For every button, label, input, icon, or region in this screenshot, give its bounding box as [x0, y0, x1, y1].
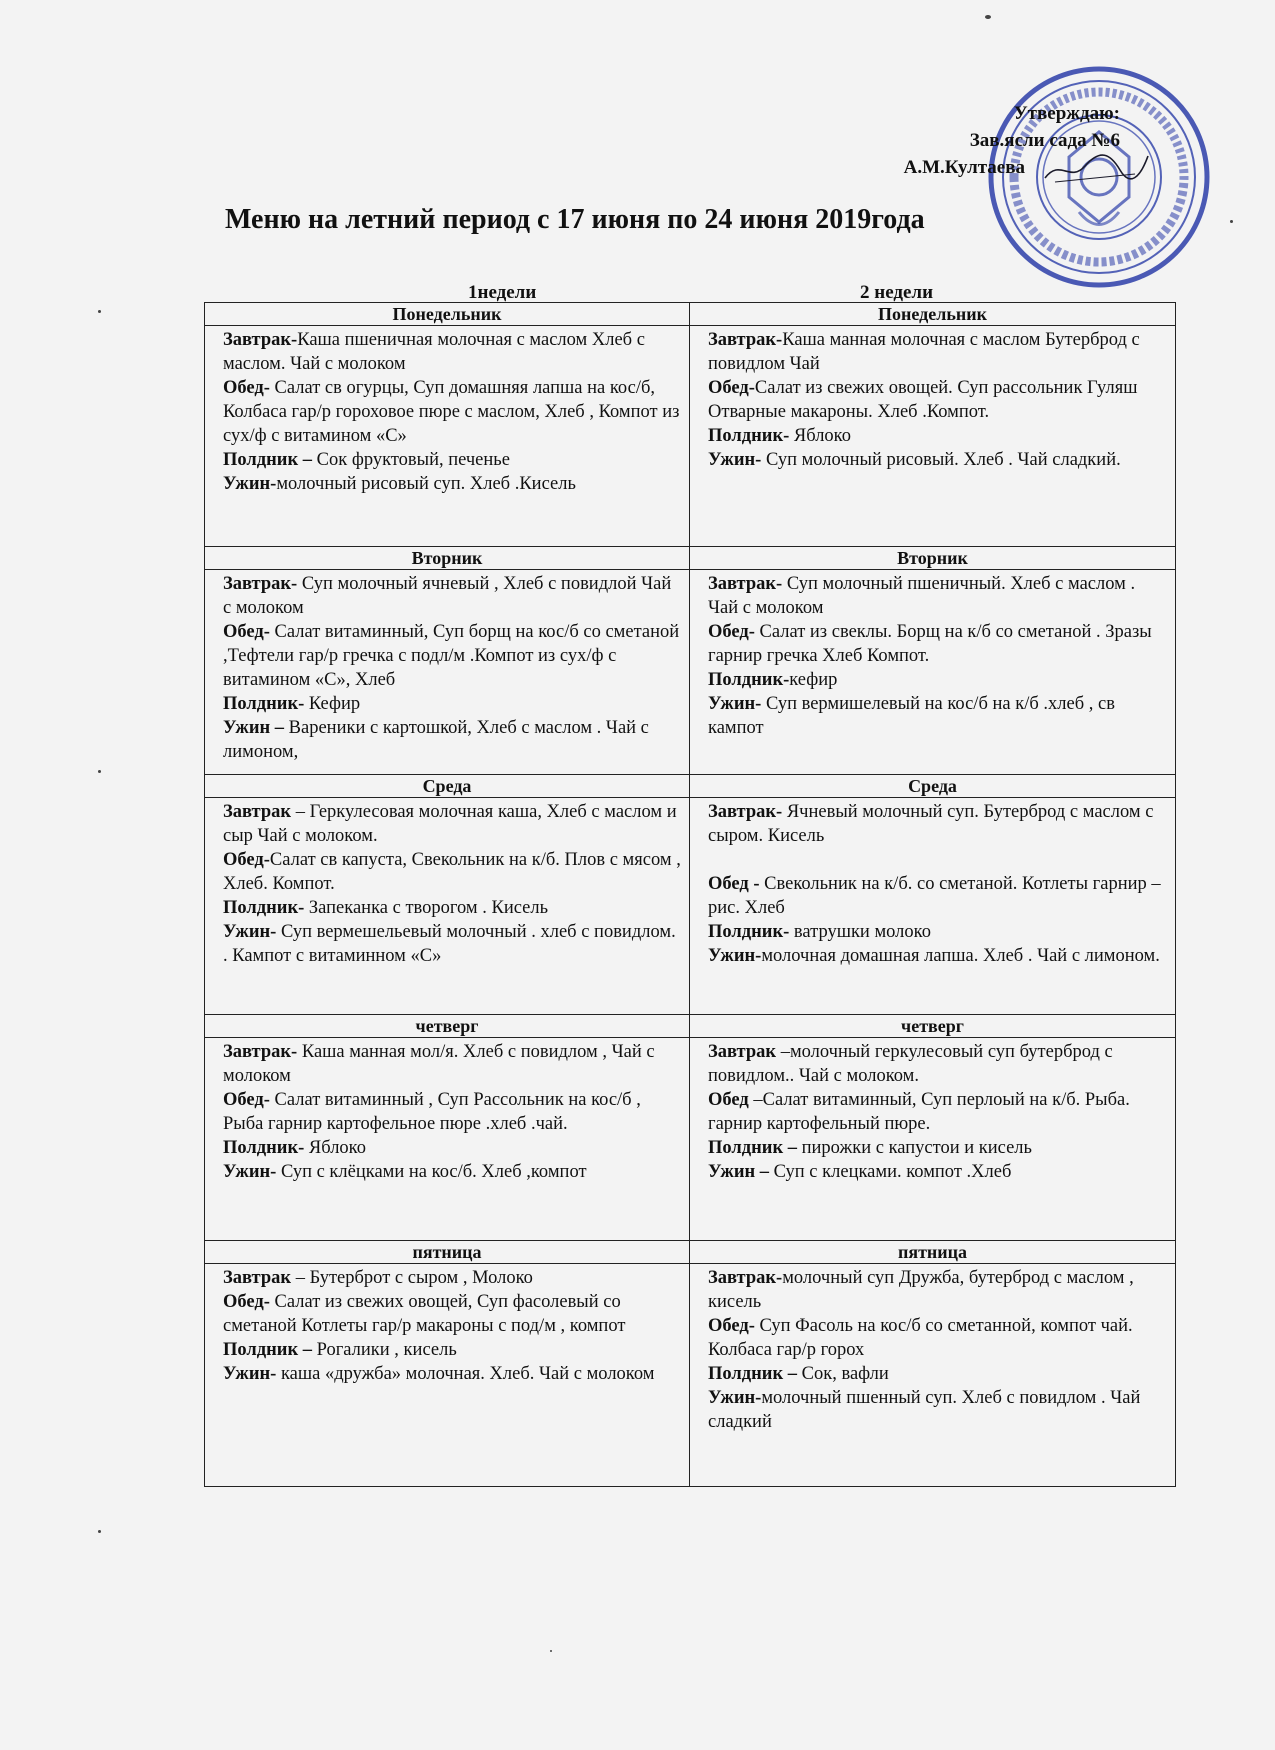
meal-dishes: кефир [789, 670, 838, 690]
meal-entry [708, 1088, 1169, 1136]
day-name-week1: Понедельник [205, 303, 690, 326]
meal-dishes: Салат из свежих овощей, Суп фасолевый со сметаной Котлеты гар/р макароны с под/м , компот [223, 1292, 626, 1336]
meal-dishes: Суп с клецками. компот .Хлеб [769, 1162, 1012, 1182]
meal-dishes: Салат витаминный, Суп борщ на кос/б со сметаной ,Тефтели гар/р гречка с подл/м .Компот из сух/ф с витамином «С», Хлеб [223, 622, 680, 690]
meal-dishes: Рогалики , кисель [312, 1340, 457, 1360]
meal-entry [223, 848, 683, 896]
menu-cell-week1 [205, 798, 690, 1015]
meal-label: Полдник – [223, 450, 312, 470]
meal-label: Обед- [223, 1292, 270, 1312]
meal-entry [223, 1338, 683, 1362]
meal-dishes: Суп Фасоль на кос/б со сметанной, компот чай. Колбаса гар/р горох [708, 1316, 1133, 1360]
meal-label: Ужин- [223, 1162, 277, 1182]
meal-entry [708, 620, 1169, 668]
meal-dishes: молочная домашная лапша. Хлеб . Чай с лимоном. [761, 946, 1160, 966]
meal-entry [708, 668, 1169, 692]
meal-label: Ужин- [708, 450, 762, 470]
meal-dishes: Каша пшеничная молочная с маслом Хлеб с маслом. Чай с молоком [223, 330, 645, 374]
meal-entry [708, 424, 1169, 448]
meal-dishes: Суп молочный рисовый. Хлеб . Чай сладкий. [761, 450, 1121, 470]
meal-entry [708, 920, 1169, 944]
meal-label: Полдник- [708, 670, 790, 690]
menu-row [205, 570, 1176, 775]
approve-label: Утверждаю: [1013, 103, 1120, 124]
day-header-row [205, 1015, 1176, 1038]
meal-dishes: Каша манная мол/я. Хлеб с повидлом , Чай с молоком [223, 1042, 655, 1086]
meal-dishes: ватрушки молоко [789, 922, 931, 942]
meal-label: Обед- [223, 378, 270, 398]
meal-label: Обед- [708, 622, 755, 642]
page-title: Меню на летний период с 17 июня по 24 июня 2019года [225, 204, 925, 235]
meal-entry [708, 1362, 1169, 1386]
meal-dishes: Суп с клёцками на кос/б. Хлеб ,компот [276, 1162, 587, 1182]
meal-label: Ужин – [708, 1162, 770, 1182]
meal-dishes: Сок, вафли [797, 1364, 889, 1384]
meal-entry [708, 448, 1169, 472]
meal-label: Полдник- [223, 898, 305, 918]
menu-row [205, 798, 1176, 1015]
meal-label: Полдник – [223, 1340, 312, 1360]
menu-cell-week2 [690, 570, 1176, 775]
day-name-week1: Вторник [205, 547, 690, 570]
meal-label: Ужин – [223, 718, 285, 738]
day-header-row [205, 547, 1176, 570]
meal-label: Завтрак- [223, 574, 298, 594]
meal-dishes: Суп молочный ячневый , Хлеб с повидлой Чай с молоком [223, 574, 672, 618]
meal-label: Ужин- [708, 1388, 762, 1408]
meal-entry [223, 1160, 683, 1184]
meal-entry [223, 800, 683, 848]
meal-label: Полдник- [223, 1138, 305, 1158]
meal-entry [223, 1136, 683, 1160]
meal-entry [223, 896, 683, 920]
approver-position: Зав.ясли сада №6 [969, 130, 1120, 151]
meal-dishes: молочный суп Дружба, бутерброд с маслом , кисель [708, 1268, 1134, 1312]
meal-label: Ужин- [708, 694, 762, 714]
day-name-week2: пятница [690, 1241, 1176, 1264]
meal-label: Завтрак- [708, 574, 783, 594]
meal-dishes: Суп вермешельевый молочный . хлеб с повидлом. . Кампот с витаминном «С» [223, 922, 676, 966]
meal-label: Обед [708, 1090, 749, 1110]
meal-label: Обед- [223, 850, 270, 870]
meal-entry [708, 1040, 1169, 1088]
menu-cell-week1 [205, 326, 690, 547]
meal-dishes: Салат витаминный , Суп Рассольник на кос/б , Рыба гарнир картофельное пюре .хлеб .чай. [223, 1090, 641, 1134]
meal-dishes: Вареники с картошкой, Хлеб с маслом . Чай с лимоном, [223, 718, 649, 762]
meal-dishes: пирожки с капустои и кисель [797, 1138, 1032, 1158]
meal-label: Полдник – [708, 1138, 797, 1158]
meal-entry [708, 944, 1169, 968]
meal-label: Обед- [708, 378, 755, 398]
meal-label: Ужин- [223, 474, 277, 494]
meal-label: Завтрак- [708, 802, 783, 822]
meal-dishes: – Бутерброт с сыром , Молоко [291, 1268, 533, 1288]
meal-entry [708, 328, 1169, 376]
meal-dishes: Салат из свежих овощей. Суп рассольник Гуляш Отварные макароны. Хлеб .Компот. [708, 378, 1138, 422]
meal-entry [223, 328, 683, 376]
week1-label: 1недели [468, 282, 537, 303]
meal-label: Завтрак [223, 1268, 292, 1288]
meal-entry [223, 620, 683, 692]
meal-entry [223, 376, 683, 448]
meal-entry [708, 692, 1169, 740]
meal-entry [223, 1266, 683, 1290]
meal-dishes: каша «дружба» молочная. Хлеб. Чай с молоком [276, 1364, 655, 1384]
menu-cell-week2 [690, 326, 1176, 547]
meal-label: Завтрак- [223, 330, 298, 350]
menu-cell-week2 [690, 798, 1176, 1015]
menu-row [205, 1264, 1176, 1487]
meal-entry [708, 1314, 1169, 1362]
day-name-week2: четверг [690, 1015, 1176, 1038]
meal-label: Ужин- [223, 922, 277, 942]
day-name-week1: четверг [205, 1015, 690, 1038]
meal-entry [223, 716, 683, 764]
meal-dishes: Салат из свеклы. Борщ на к/б со сметаной . Зразы гарнир гречка Хлеб Компот. [708, 622, 1152, 666]
meal-label: Обед- [223, 622, 270, 642]
meal-dishes: Каша манная молочная с маслом Бутерброд с повидлом Чай [708, 330, 1140, 374]
meal-label: Завтрак- [708, 330, 783, 350]
meal-label: Полдник- [708, 426, 790, 446]
meal-entry [708, 872, 1169, 920]
day-name-week2: Среда [690, 775, 1176, 798]
meal-entry [223, 1290, 683, 1338]
menu-cell-week2 [690, 1038, 1176, 1241]
meal-entry [223, 572, 683, 620]
signature [1040, 148, 1150, 188]
meal-dishes: Яблоко [304, 1138, 366, 1158]
meal-label: Ужин- [708, 946, 762, 966]
day-header-row [205, 303, 1176, 326]
meal-dishes: Салат св капуста, Свекольник на к/б. Плов с мясом , Хлеб. Компот. [223, 850, 681, 894]
approver-name: А.М.Култаева [903, 157, 1025, 178]
meal-entry [223, 1362, 683, 1386]
meal-label: Обед- [223, 1090, 270, 1110]
meal-entry [708, 800, 1169, 848]
day-header-row [205, 775, 1176, 798]
week2-label: 2 недели [860, 282, 934, 303]
menu-row [205, 326, 1176, 547]
meal-dishes: Свекольник на к/б. со сметаной. Котлеты гарнир –рис. Хлеб [708, 874, 1161, 918]
meal-dishes: Суп молочный пшеничный. Хлеб с маслом . Чай с молоком [708, 574, 1136, 618]
meal-label: Завтрак- [223, 1042, 298, 1062]
meal-label: Завтрак- [708, 1268, 783, 1288]
meal-dishes: Кефир [304, 694, 361, 714]
meal-label: Обед - [708, 874, 760, 894]
meal-entry [708, 1160, 1169, 1184]
meal-dishes: Ячневый молочный суп. Бутерброд с маслом с сыром. Кисель [708, 802, 1154, 846]
meal-entry [708, 1386, 1169, 1434]
meal-dishes: –молочный геркулесовый суп бутерброд с повидлом.. Чай с молоком. [708, 1042, 1113, 1086]
menu-cell-week1 [205, 1264, 690, 1487]
meal-entry [223, 1040, 683, 1088]
menu-cell-week2 [690, 1264, 1176, 1487]
menu-cell-week1 [205, 570, 690, 775]
meal-label: Завтрак [708, 1042, 777, 1062]
day-name-week2: Вторник [690, 547, 1176, 570]
menu-row [205, 1038, 1176, 1241]
meal-entry [223, 472, 683, 496]
day-header-row [205, 1241, 1176, 1264]
meal-entry [708, 1136, 1169, 1160]
week-headers [204, 282, 1175, 302]
meal-dishes: молочный пшенный суп. Хлеб с повидлом . Чай сладкий [708, 1388, 1141, 1432]
meal-dishes: Запеканка с творогом . Кисель [304, 898, 549, 918]
menu-cell-week1 [205, 1038, 690, 1241]
meal-entry [708, 1266, 1169, 1314]
meal-entry [708, 572, 1169, 620]
meal-dishes: Салат св огурцы, Суп домашняя лапша на кос/б, Колбаса гар/р гороховое пюре с маслом, Хлеб , Компот из сух/ф с витамином «С» [223, 378, 680, 446]
meal-dishes: –Салат витаминный, Суп перлоый на к/б. Рыба. гарнир картофельный пюре. [708, 1090, 1130, 1134]
day-name-week1: Среда [205, 775, 690, 798]
meal-label: Ужин- [223, 1364, 277, 1384]
meal-label: Полдник- [223, 694, 305, 714]
meal-dishes: – Геркулесовая молочная каша, Хлеб с маслом и сыр Чай с молоком. [223, 802, 677, 846]
meal-label: Обед- [708, 1316, 755, 1336]
meal-label: Завтрак [223, 802, 292, 822]
meal-entry [223, 448, 683, 472]
meal-dishes: Яблоко [789, 426, 851, 446]
menu-table [204, 302, 1176, 1487]
meal-label: Полдник- [708, 922, 790, 942]
meal-dishes: Сок фруктовый, печенье [312, 450, 510, 470]
meal-entry [223, 920, 683, 968]
day-name-week2: Понедельник [690, 303, 1176, 326]
day-name-week1: пятница [205, 1241, 690, 1264]
meal-label: Полдник – [708, 1364, 797, 1384]
meal-dishes: молочный рисовый суп. Хлеб .Кисель [276, 474, 576, 494]
meal-entry [708, 376, 1169, 424]
meal-dishes: Суп вермишелевый на кос/б на к/б .хлеб , св кампот [708, 694, 1115, 738]
meal-entry [223, 1088, 683, 1136]
meal-entry [223, 692, 683, 716]
